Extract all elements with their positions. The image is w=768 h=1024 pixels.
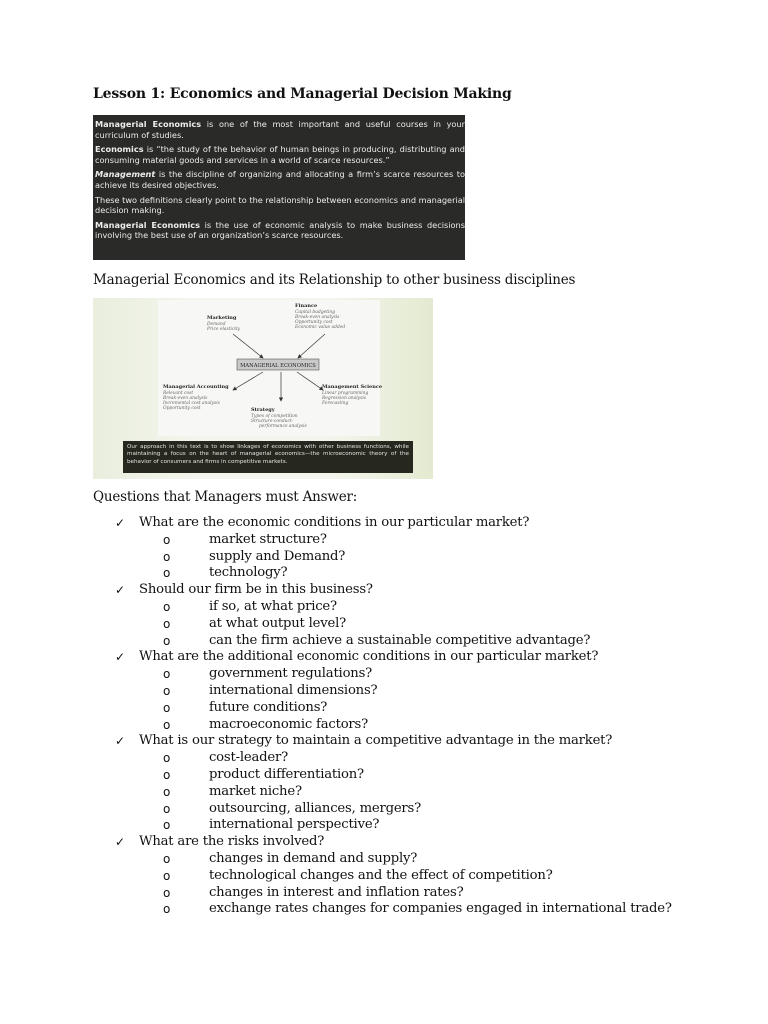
- circle-bullet-icon: o: [163, 633, 171, 648]
- sub-question-item: [163, 901, 672, 918]
- circle-bullet-icon: o: [163, 700, 171, 715]
- sub-question-text: outsourcing, alliances, mergers?: [209, 800, 421, 816]
- sub-question-text: changes in interest and inflation rates?: [209, 884, 464, 900]
- svg-text:Break-even analysis: Break-even analysis: [163, 396, 208, 401]
- svg-text:Forecasting: Forecasting: [322, 401, 349, 406]
- sub-question-list: [139, 851, 672, 918]
- sub-question-item: [163, 599, 672, 616]
- relationship-heading: Managerial Economics and its Relationship to other business disciplines: [93, 272, 576, 288]
- sub-question-item: [163, 532, 672, 549]
- check-icon: ✓: [115, 516, 125, 530]
- science-title: Management Science: [322, 384, 383, 390]
- sub-question-item: [163, 565, 672, 582]
- sub-question-text: can the firm achieve a sustainable competitive advantage?: [209, 632, 591, 648]
- sub-question-text: at what output level?: [209, 615, 347, 631]
- circle-bullet-icon: o: [163, 902, 171, 917]
- slide-paragraph-4: These two definitions clearly point to the relationship between economics and managerial decision making.: [95, 194, 465, 216]
- strategy-title: Strategy: [251, 407, 275, 413]
- sub-question-text: technological changes and the effect of competition?: [209, 867, 553, 883]
- sub-question-text: future conditions?: [209, 699, 328, 715]
- circle-bullet-icon: o: [163, 667, 171, 682]
- svg-text:Structure-conduct-: Structure-conduct-: [251, 419, 294, 424]
- sub-question-item: [163, 868, 672, 885]
- sub-question-item: [163, 851, 672, 868]
- svg-text:Relevant cost: Relevant cost: [163, 391, 194, 396]
- question-text: What are the additional economic conditions in our particular market?: [139, 649, 599, 665]
- page-title: Lesson 1: Economics and Managerial Decision Making: [93, 86, 512, 102]
- sub-question-item: [163, 549, 672, 566]
- sub-question-text: supply and Demand?: [209, 548, 346, 564]
- sub-question-text: international dimensions?: [209, 682, 378, 698]
- circle-bullet-icon: o: [163, 818, 171, 833]
- finance-title: Finance: [295, 303, 318, 309]
- circle-bullet-icon: o: [163, 767, 171, 782]
- circle-bullet-icon: o: [163, 532, 171, 547]
- question-item: [115, 649, 672, 733]
- sub-question-text: cost-leader?: [209, 750, 288, 766]
- diagram-center-label: MANAGERIAL ECONOMICS: [240, 363, 316, 369]
- circle-bullet-icon: o: [163, 549, 171, 564]
- svg-text:Opportunity cost: Opportunity cost: [163, 406, 201, 411]
- svg-text:performance analysis: performance analysis: [259, 424, 307, 429]
- question-item: [115, 834, 672, 918]
- sub-question-text: product differentiation?: [209, 766, 364, 782]
- circle-bullet-icon: o: [163, 599, 171, 614]
- circle-bullet-icon: o: [163, 784, 171, 799]
- sub-question-list: [139, 666, 672, 733]
- circle-bullet-icon: o: [163, 683, 171, 698]
- sub-question-item: [163, 616, 672, 633]
- circle-bullet-icon: o: [163, 885, 171, 900]
- svg-text:Demand: Demand: [207, 322, 226, 327]
- svg-text:Price elasticity: Price elasticity: [207, 327, 241, 332]
- sub-question-item: [163, 666, 672, 683]
- sub-question-item: [163, 817, 672, 834]
- sub-question-text: exchange rates changes for companies engaged in international trade?: [209, 901, 672, 917]
- question-text: Should our firm be in this business?: [139, 582, 373, 598]
- check-icon: ✓: [115, 835, 125, 850]
- sub-question-text: changes in demand and supply?: [209, 850, 418, 866]
- circle-bullet-icon: o: [163, 868, 171, 883]
- sub-question-text: market structure?: [209, 531, 327, 547]
- svg-text:Linear programming: Linear programming: [322, 391, 369, 396]
- marketing-title: Marketing: [207, 315, 237, 321]
- svg-text:Economic value added: Economic value added: [295, 325, 346, 330]
- svg-text:Incremental cost analysis: Incremental cost analysis: [163, 401, 220, 406]
- svg-text:Break-even analysis: Break-even analysis: [295, 315, 340, 320]
- svg-text:Capital budgeting: Capital budgeting: [295, 310, 336, 315]
- check-icon: ✓: [115, 583, 125, 598]
- sub-question-list: [139, 599, 672, 649]
- svg-text:Opportunity cost: Opportunity cost: [295, 320, 333, 325]
- sub-question-list: [139, 532, 672, 582]
- sub-question-item: [163, 717, 672, 734]
- sub-question-item: [163, 700, 672, 717]
- svg-text:Regression analysis: Regression analysis: [322, 396, 367, 401]
- sub-question-item: [163, 633, 672, 650]
- accounting-title: Managerial Accounting: [163, 384, 229, 390]
- circle-bullet-icon: o: [163, 751, 171, 766]
- sub-question-item: [163, 767, 672, 784]
- question-text: What are the economic conditions in our particular market?: [139, 515, 530, 530]
- sub-question-list: [139, 750, 672, 834]
- sub-question-text: macroeconomic factors?: [209, 716, 368, 732]
- check-icon: ✓: [115, 650, 125, 665]
- sub-question-text: international perspective?: [209, 817, 380, 833]
- circle-bullet-icon: o: [163, 616, 171, 631]
- sub-question-text: if so, at what price?: [209, 598, 337, 614]
- sub-question-item: [163, 801, 672, 818]
- circle-bullet-icon: o: [163, 801, 171, 816]
- question-item: [115, 515, 672, 582]
- diagram-caption: Our approach in this text is to show linkages of economics with other business functions, while maintaining a focus on the heart of managerial economics—the microeconomic theory of the behavior of consumers and firms in competitive markets.: [123, 441, 413, 473]
- circle-bullet-icon: o: [163, 566, 171, 581]
- sub-question-text: technology?: [209, 565, 288, 581]
- questions-list: [115, 515, 672, 918]
- disciplines-diagram-image: [93, 298, 433, 479]
- sub-question-item: [163, 683, 672, 700]
- definitions-slide-image: [93, 115, 465, 260]
- question-text: What are the risks involved?: [139, 834, 325, 850]
- sub-question-item: [163, 885, 672, 902]
- question-item: [115, 733, 672, 834]
- sub-question-item: [163, 784, 672, 801]
- slide-paragraph-3: Management is the discipline of organizing and allocating a firm’s scarce resources to achieve its desired objectives.: [95, 169, 465, 190]
- question-item: [115, 582, 672, 649]
- slide-paragraph-1: Managerial Economics is one of the most important and useful courses in your curriculum of studies.: [95, 119, 465, 140]
- sub-question-item: [163, 750, 672, 767]
- questions-heading: Questions that Managers must Answer:: [93, 489, 358, 505]
- slide-paragraph-5: Managerial Economics is the use of economic analysis to make business decisions involving the best use of an organization’s scarce resources.: [95, 219, 465, 241]
- sub-question-text: government regulations?: [209, 666, 373, 682]
- check-icon: ✓: [115, 734, 125, 749]
- question-text: What is our strategy to maintain a competitive advantage in the market?: [139, 733, 613, 749]
- circle-bullet-icon: o: [163, 851, 171, 866]
- sub-question-text: market niche?: [209, 783, 302, 799]
- circle-bullet-icon: o: [163, 717, 171, 732]
- svg-text:Types of competition: Types of competition: [251, 414, 298, 419]
- slide-paragraph-2: Economics is “the study of the behavior of human beings in producing, distributing and consuming material goods and services in a world of scarce resources.”: [95, 144, 465, 165]
